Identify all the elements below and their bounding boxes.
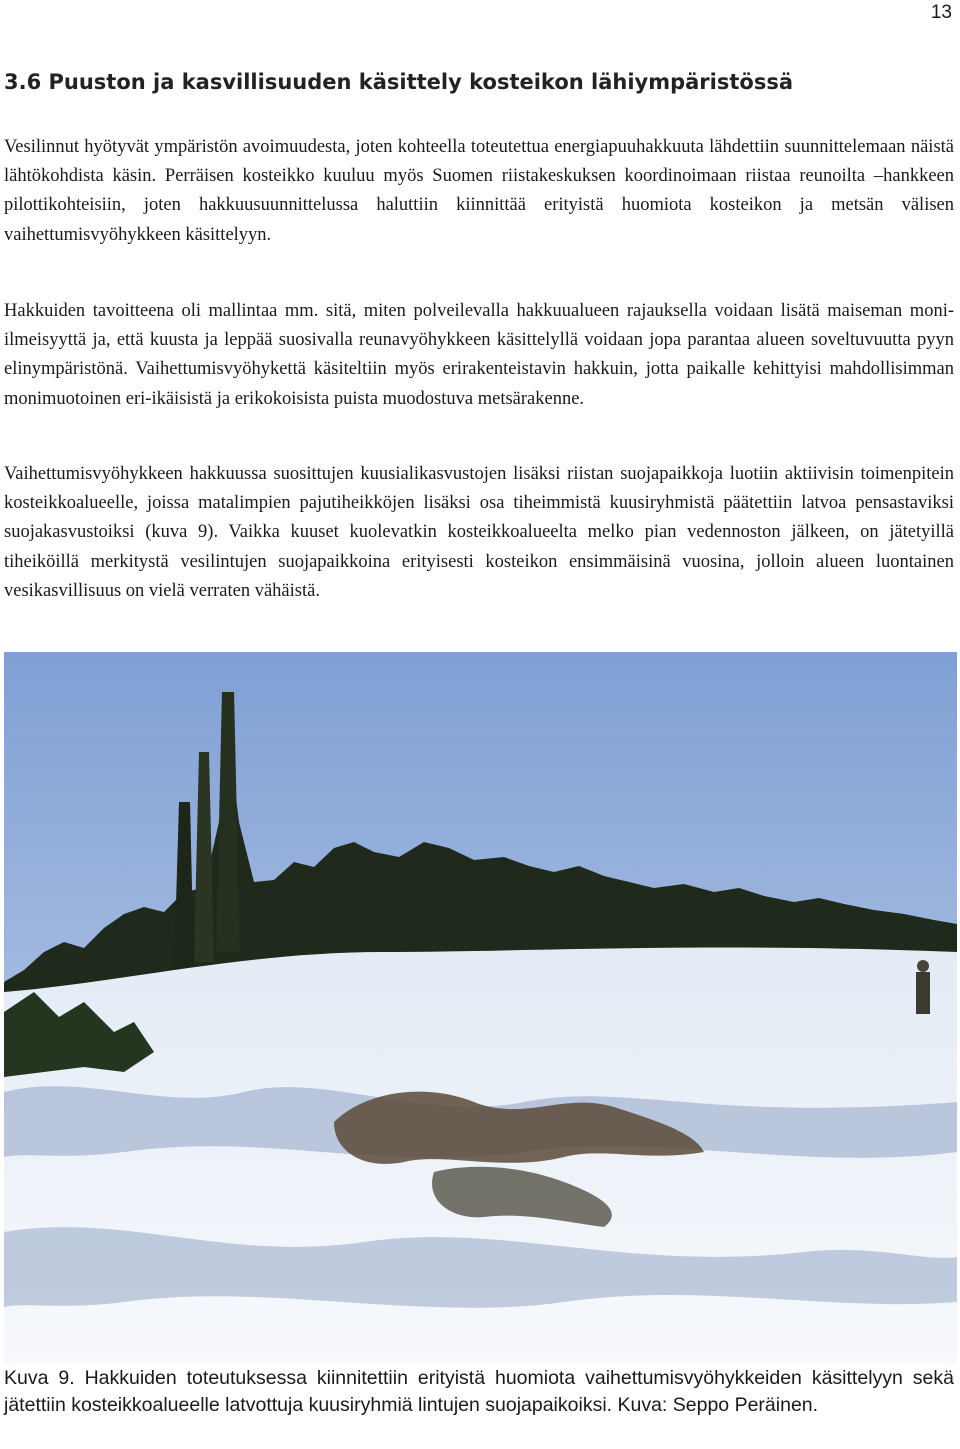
figure-caption: Kuva 9. Hakkuiden toteutuksessa kiinnitettiin erityistä huomiota vaihettumisvyöhykkeiden käsittelyyn sekä jätettiin kosteikkoalueelle latvottuja kuusiryhmiä lintujen suojapaikoiksi. Kuva: Seppo Peräinen. [4,1367,954,1416]
paragraph-3: Vaihettumisvyöhykkeen hakkuussa suosittujen kuusialikasvustojen lisäksi riistan suojapaikkoja luotiin aktiivisin toimenpitein kosteikkoalueelle, joissa matalimpien pajutiheikköjen lisäksi osa tiheimmistä kuusiryhmistä päätettiin latvoa pensastaviksi suojakasvustoiksi (kuva 9). Vaikka kuuset kuolevatkin kosteikkoalueelta melko pian vedennoston jälkeen, on jätetyillä tiheiköillä merkitystä vesilintujen suojapaikkoina erityisesti kosteikon ensimmäisinä vuosina, jolloin alueen luontainen vesikasvillisuus on vielä verraten vähäistä. [4,464,954,601]
snowy-clearing-illustration [4,652,957,1364]
person-figure [916,972,930,1014]
paragraph-2: Hakkuiden tavoitteena oli mallintaa mm. sitä, miten polveilevalla hakkuualueen rajauksella voidaan lisätä maiseman moni-ilmeisyyttä ja, että kuusta ja leppää suosivalla reunavyöhykkeen käsittelyllä voidaan jopa parantaa alueen soveltuvuutta pyyn elinympäristönä. Vaihettumisvyöhykettä käsiteltiin myös erirakenteistavin hakkuin, jotta paikalle kehittyisi mahdollisimman monimuotoinen eri-ikäisistä ja erikokoisista puista muodostuva metsärakenne. [4,301,954,409]
paragraph-1: Vesilinnut hyötyvät ympäristön avoimuudesta, joten kohteella toteutettua energiapuuhakkuuta lähdettiin suunnittelemaan näistä lähtökohdista käsin. Perräisen kosteikko kuuluu myös Suomen riistakeskuksen koordinoimaan riistaa reunoilta –hankkeen pilottikohteisiin, joten hakkuusuunnittelussa haluttiin kiinnittää erityistä huomiota kosteikon ja metsän välisen vaihettumisvyöhykkeen käsittelyyn. [4,137,954,245]
page-number: 13 [930,2,952,23]
section-heading: 3.6 Puuston ja kasvillisuuden käsittely kosteikon lähiympäristössä [4,70,793,94]
figure-photo [4,652,957,1364]
person-head [917,960,929,972]
